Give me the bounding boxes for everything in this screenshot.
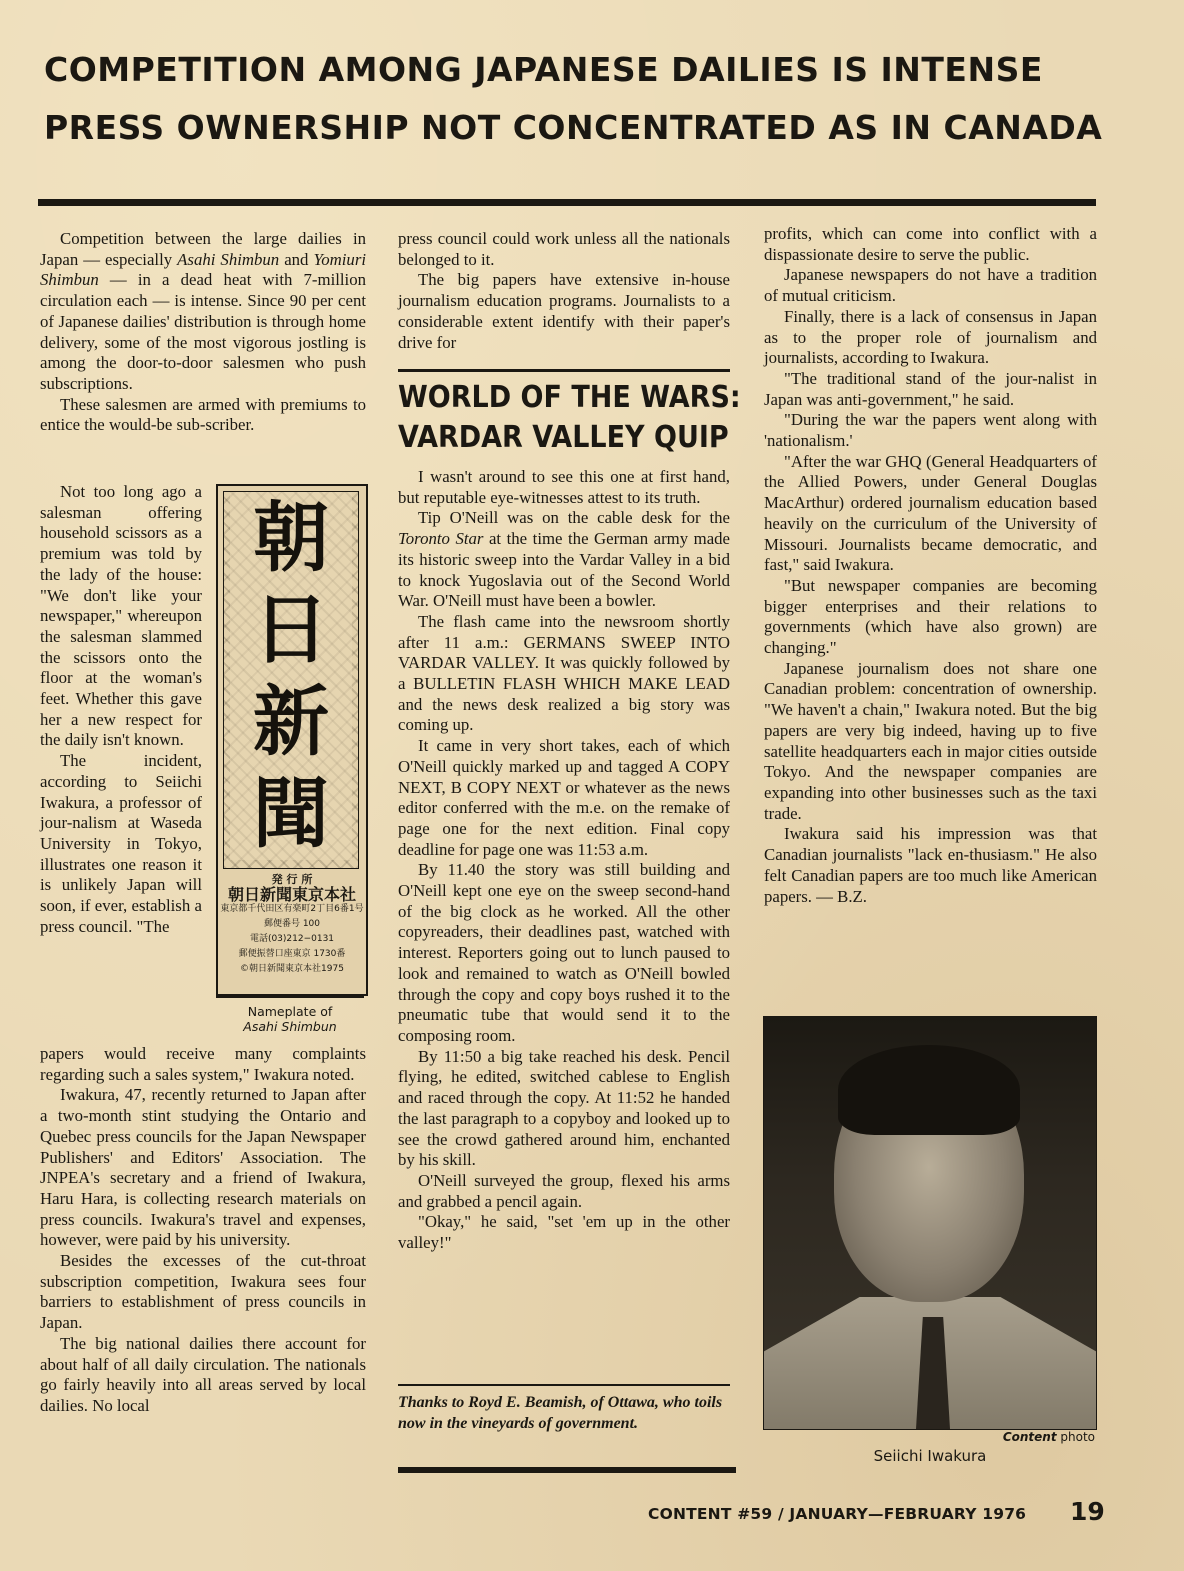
nameplate-rule <box>216 996 364 998</box>
main-paragraph-2: These salesmen are armed with premiums to entice the would-be sub-scriber. <box>40 394 366 435</box>
main-article-column-3 <box>764 224 1097 907</box>
main-paragraph-9: press council could work unless all the nationals belonged to it. <box>398 229 730 269</box>
main-paragraph-16: "After the war GHQ (General Headquarters of the Allied Powers, under General Douglas MacArthur) ordered journalism education based heavily on the curriculum of the University of Missouri. Journalists became democratic, and fast," said Iwakura. <box>764 451 1097 575</box>
top-rule <box>38 199 1096 206</box>
headline-line-1: COMPETITION AMONG JAPANESE DAILIES IS INTENSE <box>44 50 1043 89</box>
sidebar-paragraph-2 <box>398 508 730 612</box>
main-article-column-1-lower <box>40 1044 366 1417</box>
sidebar-headline-line-2: VARDAR VALLEY QUIP <box>398 420 729 455</box>
issue-footer: CONTENT #59 / JANUARY—FEBRUARY 1976 <box>648 1505 1027 1523</box>
toronto-star-italic: Toronto Star <box>398 529 484 549</box>
publisher-postal: 郵便番号 100 <box>263 919 321 929</box>
sidebar-paragraph-1: I wasn't around to see this one at first hand, but reputable eye-witnesses attest to its truth. <box>398 467 730 507</box>
nameplate-char-4: 聞 <box>230 768 352 860</box>
sidebar-credit: Thanks to Royd E. Beamish, of Ottawa, who toils now in the vineyards of government. <box>398 1394 723 1432</box>
text-run: Tip O'Neill was on the cable desk for the <box>418 508 730 528</box>
iwakura-portrait-photo <box>763 1016 1097 1430</box>
main-paragraph-13: Finally, there is a lack of consensus in Japan as to the proper role of journalism and journalists, according to Iwakura. <box>764 306 1097 368</box>
main-paragraph-8: The big national dailies there account for about half of all daily circulation. The nationals go fairly heavily into all areas served by local dailies. No local <box>40 1333 366 1415</box>
nameplate-char-2: 日 <box>230 584 352 676</box>
main-article-column-2 <box>398 229 730 353</box>
sidebar-paragraph-4: It came in very short takes, each of which O'Neill quickly marked up and tagged A COPY NEXT, B COPY NEXT or whatever as the news editor conferred with the m.e. on the remake of page one for the next edition. Final copy deadline for page one was 11:53 a.m. <box>398 736 730 859</box>
main-paragraph-10: The big papers have extensive in-house journalism education programs. Journalists to a considerable extent identify with their paper's drive for <box>398 270 730 352</box>
page-number: 19 <box>1070 1497 1105 1526</box>
yomiuri-shimbun-italic: Yomiuri Shimbun <box>40 249 367 290</box>
main-article-column-1-narrow <box>40 482 202 937</box>
nameplate-char-3: 新 <box>230 676 352 768</box>
main-article-column-1 <box>40 229 366 436</box>
asahi-shimbun-italic: Asahi Shimbun <box>177 249 280 269</box>
text-run: at the time the German army made its historic sweep into the Vardar Valley in a bid to knock Yugoslavia out of the Second World War. O'Neill must have been a bowler. <box>398 529 730 611</box>
nameplate-char-1: 朝 <box>230 492 352 584</box>
main-paragraph-6: Iwakura, 47, recently returned to Japan after a two-month stint studying the Ontario and Quebec press councils for the Japan Newspaper Publishers' and Editors' Association. The JNPEA's secretary and a friend of Iwakura, Haru Hara, is collecting research materials on press councils. Iwakura's travel and expenses, however, were paid by his university. <box>40 1085 366 1250</box>
asahi-nameplate <box>216 484 368 996</box>
sidebar-top-rule <box>398 369 730 372</box>
photo-hair-shape <box>838 1045 1020 1135</box>
text-run: and <box>279 249 314 269</box>
main-paragraph-7: Besides the excesses of the cut-throat subscription competition, Iwakura sees four barriers to establishment of press councils in Japan. <box>40 1251 366 1333</box>
photo-caption: Seiichi Iwakura <box>873 1447 987 1465</box>
sidebar-paragraph-8: "Okay," he said, "set 'em up in the other valley!" <box>398 1212 730 1253</box>
sidebar-bottom-rule <box>398 1467 736 1473</box>
publisher-label: 発 行 所 <box>271 873 313 886</box>
nameplate-caption-line-2: Asahi Shimbun <box>243 1019 337 1034</box>
main-paragraph-15: "During the war the papers went along with 'nationalism.' <box>764 410 1097 451</box>
publisher-transfer: 郵便振替口座東京 1730番 <box>238 949 346 959</box>
sidebar-paragraph-5: By 11.40 the story was still building and O'Neill kept one eye on the sweep second-hand of the big clock as he worked. All the other copyreaders, their deadlines past, watched with interest. Reporters going out to lunch paused to look and remained to watch as O'Neill bowled through the copy and copy boys rushed it to the pneumatic tube that would send it to the composing room. <box>398 860 730 1045</box>
main-paragraph-3: Not too long ago a salesman offering household scissors as a premium was told by the lady of the house: "We don't like your newspaper," whereupon the salesman slammed the scissors onto the floor at the woman's feet. Whether this gave her a new respect for the daily isn't known. <box>40 482 202 750</box>
main-paragraph-11: profits, which can come into conflict with a dispassionate desire to serve the public. <box>764 224 1097 264</box>
publisher-copyright: ©朝日新聞東京本社1975 <box>240 964 344 974</box>
photo-credit-italic: Content <box>1002 1430 1057 1444</box>
publisher-phone: 電話(03)212−0131 <box>249 934 335 944</box>
text-run: Competition between the large dailies in Japan — especially <box>40 229 366 269</box>
sidebar-paragraph-6: By 11:50 a big take reached his desk. Pencil flying, he edited, switched cablese to English and raced through the copy. At 11:52 he handed the last paragraph to a copyboy and looked up to see the crowd gathered around him, enchanted by his skill. <box>398 1046 730 1170</box>
photo-credit <box>963 1430 1095 1444</box>
publisher-address: 東京都千代田区有楽町2丁目6番1号 <box>220 904 364 914</box>
sidebar-paragraph-7: O'Neill surveyed the group, flexed his arms and grabbed a pencil again. <box>398 1170 730 1211</box>
sidebar-headline <box>398 378 741 458</box>
main-paragraph-1 <box>40 229 366 395</box>
text-run: — in a dead heat with 7-million circulation each — is intense. Since 90 per cent of Japanese dailies' distribution is through home delivery, some of the most vigorous jostling is among the door-to-door salesmen who push subscriptions. <box>40 270 366 393</box>
sidebar-headline-line-1: WORLD OF THE WARS: <box>398 380 741 415</box>
nameplate-caption <box>216 1004 364 1034</box>
nameplate-caption-line-1: Nameplate of <box>247 1004 333 1019</box>
main-paragraph-12: Japanese newspapers do not have a tradition of mutual criticism. <box>764 265 1097 306</box>
publisher-name: 朝日新聞東京本社 <box>227 885 356 904</box>
main-paragraph-17: "But newspaper companies are becoming bigger enterprises and their relations to governments (which have also grown) are changing." <box>764 575 1097 658</box>
nameplate-ornament <box>223 491 359 869</box>
main-paragraph-5: papers would receive many complaints regarding such a sales system," Iwakura noted. <box>40 1044 366 1084</box>
sidebar-credit-rule <box>398 1384 730 1386</box>
main-paragraph-14: "The traditional stand of the jour-nalist in Japan was anti-government," he said. <box>764 368 1097 409</box>
main-paragraph-18: Japanese journalism does not share one Canadian problem: concentration of ownership. "We haven't a chain," Iwakura noted. But the big papers are very big indeed, having up to five satellite headquarters each in major cities outside Tokyo. And the newspaper companies are expanding into other businesses such as the taxi trade. <box>764 658 1097 823</box>
photo-credit-rest: photo <box>1056 1430 1095 1444</box>
sidebar-paragraph-3: The flash came into the newsroom shortly after 11 a.m.: GERMANS SWEEP INTO VARDAR VALLEY. It was quickly followed by a BULLETIN FLASH WHICH MAKE LEAD and the news desk realized a big story was coming up. <box>398 611 730 735</box>
main-paragraph-4: The incident, according to Seiichi Iwakura, a professor of jour-nalism at Waseda University in Tokyo, illustrates one reason it is unlikely Japan will soon, if ever, establish a press council. "The <box>40 751 202 936</box>
main-paragraph-19: Iwakura said his impression was that Canadian journalists "lack en-thusiasm." He also felt Canadian papers are too much like American papers. — B.Z. <box>764 824 1097 906</box>
nameplate-publisher-block <box>220 872 364 977</box>
headline-line-2: PRESS OWNERSHIP NOT CONCENTRATED AS IN CANADA <box>44 108 1103 147</box>
sidebar-body <box>398 467 730 1254</box>
